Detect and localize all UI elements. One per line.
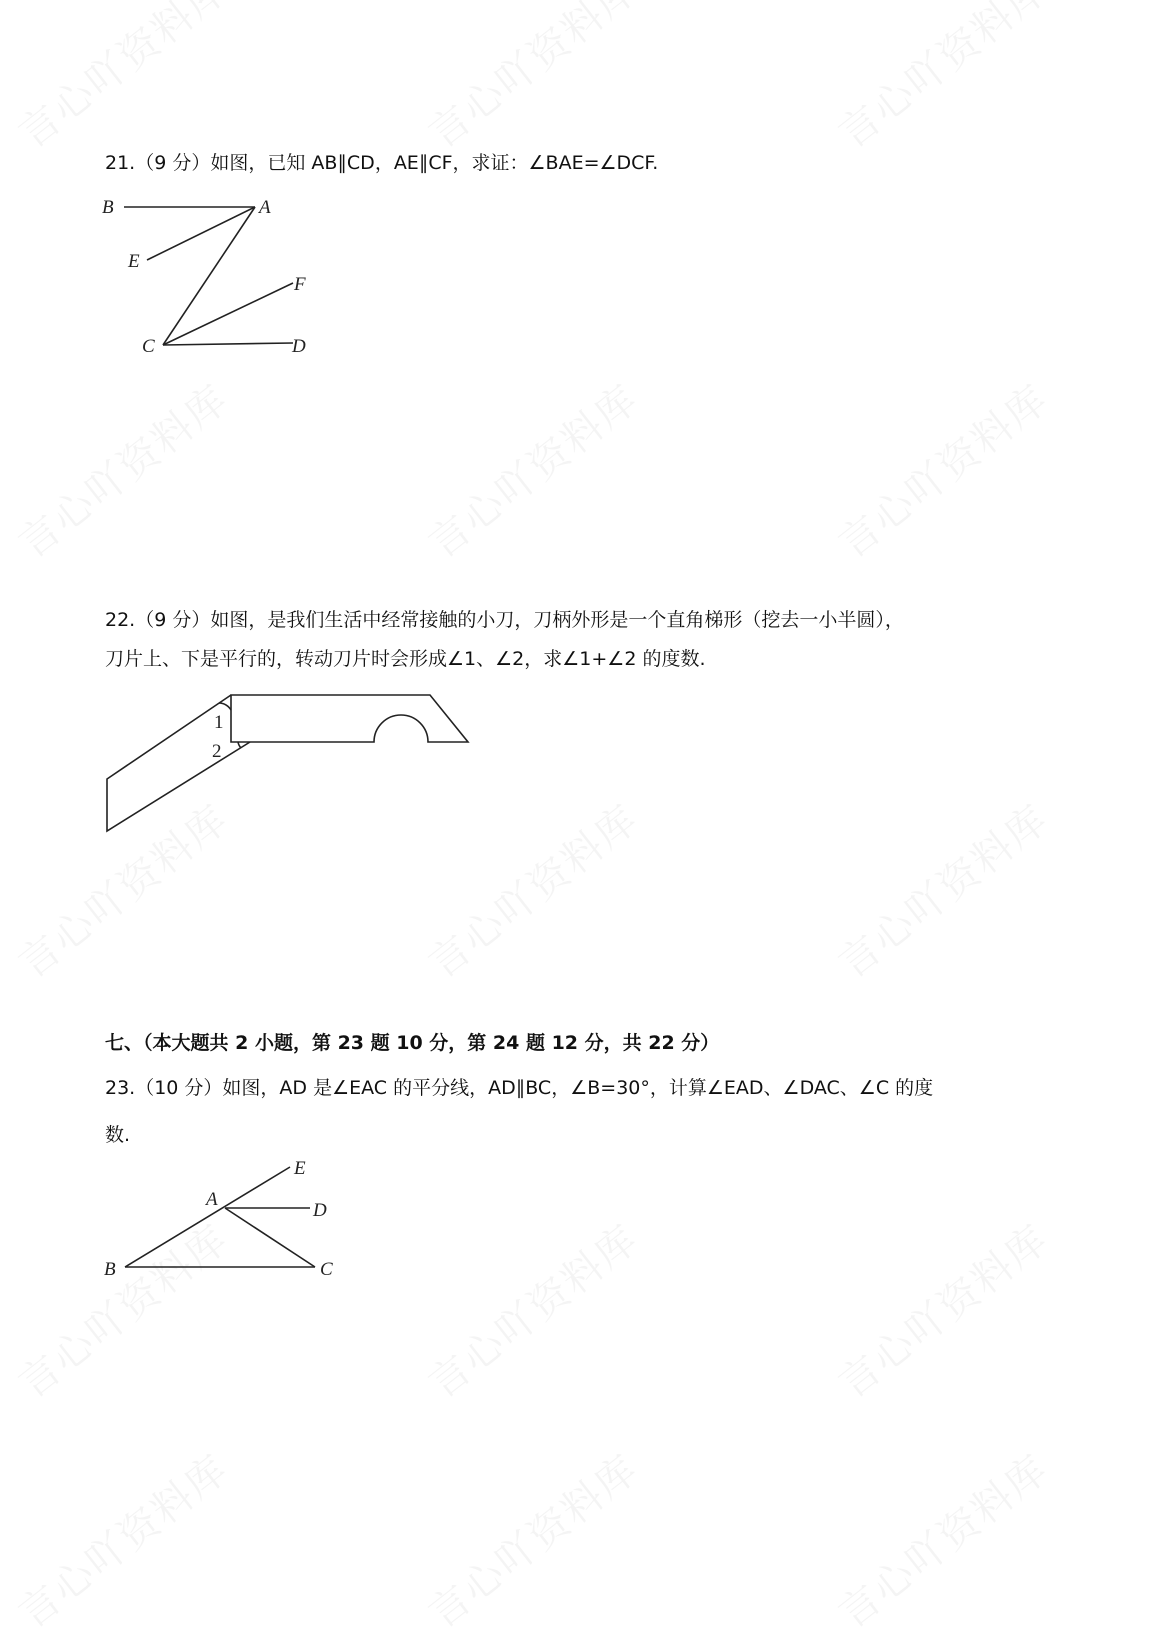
label-A: A [206, 1189, 218, 1210]
angle-1-label: 1 [214, 712, 224, 733]
question-23-line-2: 数. [105, 1124, 131, 1146]
label-C: C [320, 1259, 333, 1280]
question-21-text: 21.（9 分）如图，已知 AB∥CD，AE∥CF，求证：∠BAE=∠DCF. [105, 152, 659, 174]
label-D: D [313, 1200, 327, 1221]
label-C: C [142, 336, 155, 357]
label-E: E [128, 251, 140, 272]
label-F: F [294, 274, 306, 295]
label-D: D [292, 336, 306, 357]
question-22-line-2: 刀片上、下是平行的，转动刀片时会形成∠1、∠2，求∠1+∠2 的度数. [105, 648, 706, 670]
label-A: A [259, 197, 271, 218]
label-B: B [102, 197, 114, 218]
section-7-header: 七、（本大题共 2 小题，第 23 题 10 分，第 24 题 12 分，共 22 分） [105, 1032, 720, 1054]
label-E: E [294, 1158, 306, 1179]
question-22-line-1: 22.（9 分）如图，是我们生活中经常接触的小刀，刀柄外形是一个直角梯形（挖去一小半圆）， [105, 609, 904, 631]
angle-2-label: 2 [212, 741, 222, 762]
question-23-line-1: 23.（10 分）如图，AD 是∠EAC 的平分线，AD∥BC，∠B=30°，计算∠EAD、∠DAC、∠C 的度 [105, 1077, 934, 1099]
label-B: B [104, 1259, 116, 1280]
